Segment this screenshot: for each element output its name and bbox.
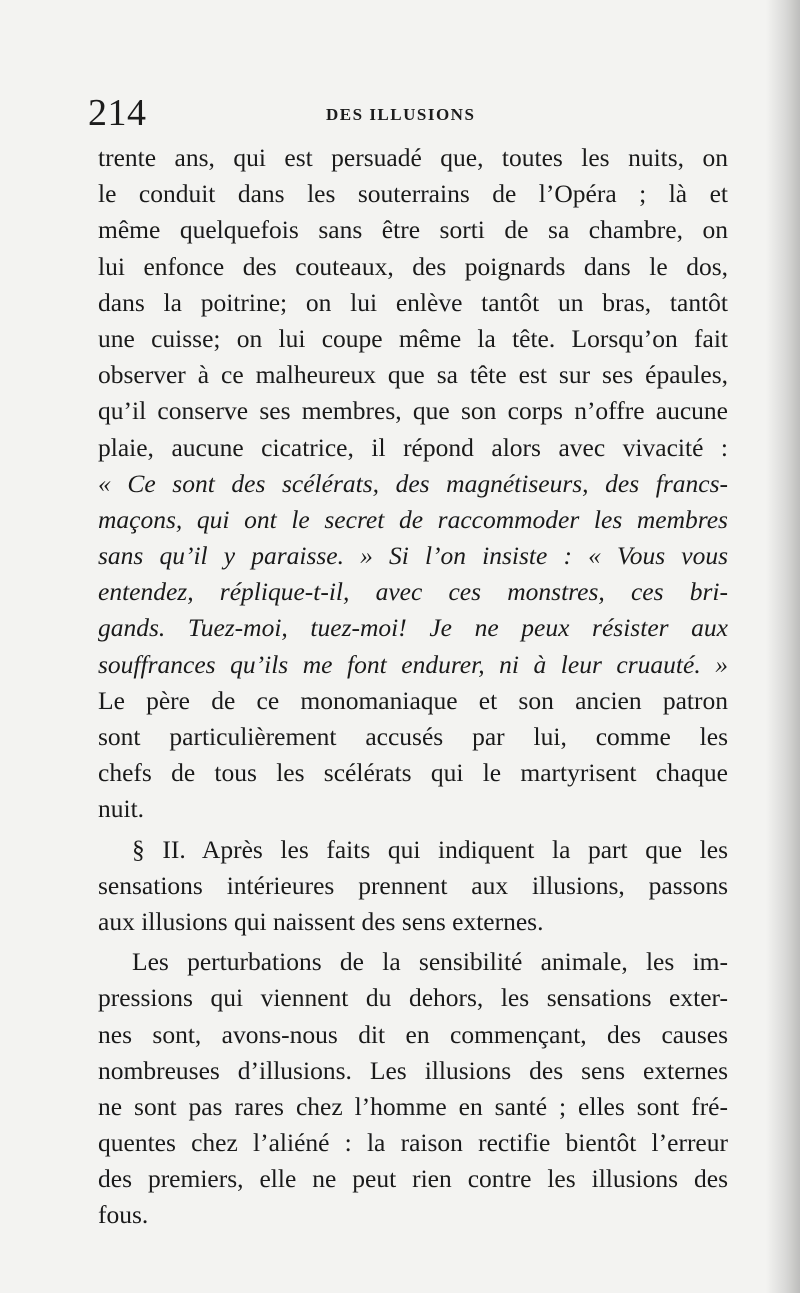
text-line: observer à ce malheureux que sa tête est sur ses épaules, bbox=[98, 360, 728, 390]
text-line-italic: souffrances qu’ils me font endurer, ni à leur cruauté. » bbox=[98, 649, 728, 679]
text-line: des premiers, elle ne peut rien contre les illusions des bbox=[98, 1164, 728, 1194]
text-line: fous. bbox=[98, 1200, 149, 1230]
text-line: même quelquefois sans être sorti de sa chambre, on bbox=[98, 215, 728, 245]
text-line: plaie, aucune cicatrice, il répond alors avec vivacité : bbox=[98, 432, 728, 462]
text-line: le conduit dans les souterrains de l’Opéra ; là et bbox=[98, 179, 728, 209]
text-line: chefs de tous les scélérats qui le martyrisent chaque bbox=[98, 758, 728, 788]
text-line-italic: gands. Tuez-moi, tuez-moi! Je ne peux résister aux bbox=[98, 613, 728, 643]
text-line: aux illusions qui naissent des sens externes. bbox=[98, 906, 544, 936]
text-line: une cuisse; on lui coupe même la tête. Lorsqu’on fait bbox=[98, 323, 728, 353]
text-line: dans la poitrine; on lui enlève tantôt un bras, tantôt bbox=[98, 287, 728, 317]
text-line-italic: entendez, réplique-t-il, avec ces monstres, ces bri- bbox=[98, 577, 728, 607]
text-line: nombreuses d’illusions. Les illusions des sens externes bbox=[98, 1055, 728, 1085]
text-line: sensations intérieures prennent aux illusions, passons bbox=[98, 870, 728, 900]
paragraph-start-line: Les perturbations de la sensibilité animale, les im- bbox=[132, 947, 728, 977]
text-line-italic: « Ce sont des scélérats, des magnétiseurs, des francs- bbox=[98, 468, 728, 498]
text-line: pressions qui viennent du dehors, les sensations exter- bbox=[98, 983, 728, 1013]
text-line: sont particulièrement accusés par lui, comme les bbox=[98, 722, 728, 751]
text-line: Le père de ce monomaniaque et son ancien patron bbox=[98, 685, 728, 715]
section-heading-line: § II. Après les faits qui indiquent la part que les bbox=[132, 834, 728, 864]
page-number: 214 bbox=[88, 92, 147, 134]
text-line: nuit. bbox=[98, 794, 145, 824]
running-head: DES ILLUSIONS bbox=[326, 105, 476, 124]
text-line: trente ans, qui est persuadé que, toutes les nuits, on bbox=[98, 143, 728, 172]
body-text bbox=[98, 140, 728, 1234]
text-line: ne sont pas rares chez l’homme en santé ; elles sont fré- bbox=[98, 1091, 728, 1121]
text-line-italic: maçons, qui ont le secret de raccommoder les membres bbox=[98, 504, 728, 534]
text-line-italic: sans qu’il y paraisse. » Si l’on insiste : « Vous vous bbox=[98, 541, 728, 571]
text-line: nes sont, avons-nous dit en commençant, des causes bbox=[98, 1019, 728, 1049]
text-line: lui enfonce des couteaux, des poignards dans le dos, bbox=[98, 251, 728, 281]
text-line: quentes chez l’aliéné : la raison rectifie bientôt l’erreur bbox=[98, 1128, 728, 1158]
text-line: qu’il conserve ses membres, que son corps n’offre aucune bbox=[98, 396, 728, 426]
page-edge-shadow bbox=[766, 0, 800, 1293]
